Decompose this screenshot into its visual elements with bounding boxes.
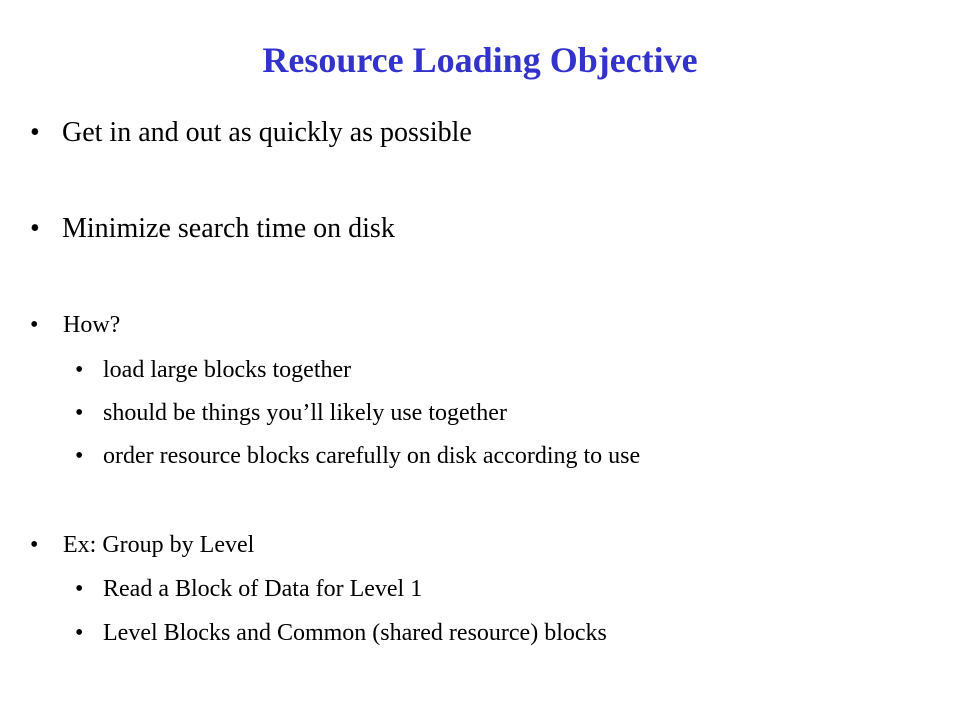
bullet-text: How? — [63, 312, 121, 338]
sub-bullet-item — [75, 355, 351, 385]
bullet-text: order resource blocks carefully on disk according to use — [103, 443, 641, 469]
bullet-icon: • — [30, 213, 40, 244]
sub-bullet-item — [75, 441, 640, 471]
bullet-item — [30, 116, 472, 150]
bullet-item — [30, 310, 120, 340]
bullet-icon: • — [75, 620, 84, 646]
bullet-icon: • — [30, 312, 39, 338]
bullet-icon: • — [75, 400, 84, 426]
bullet-text: Minimize search time on disk — [62, 213, 395, 244]
bullet-icon: • — [75, 357, 84, 383]
bullet-item — [30, 212, 395, 246]
bullet-icon: • — [75, 576, 84, 602]
bullet-item — [30, 530, 254, 560]
sub-bullet-item — [75, 618, 607, 648]
bullet-text: load large blocks together — [103, 357, 352, 383]
bullet-icon: • — [30, 117, 40, 148]
bullet-text: Read a Block of Data for Level 1 — [103, 576, 423, 602]
sub-bullet-item — [75, 398, 507, 428]
bullet-text: Get in and out as quickly as possible — [62, 117, 472, 148]
slide-title: Resource Loading Objective — [262, 40, 698, 80]
bullet-icon: • — [75, 443, 84, 469]
bullet-text: should be things you’ll likely use together — [103, 400, 507, 426]
bullet-text: Ex: Group by Level — [63, 532, 255, 558]
sub-bullet-item — [75, 574, 422, 604]
bullet-icon: • — [30, 532, 39, 558]
bullet-text: Level Blocks and Common (shared resource) blocks — [103, 620, 607, 646]
